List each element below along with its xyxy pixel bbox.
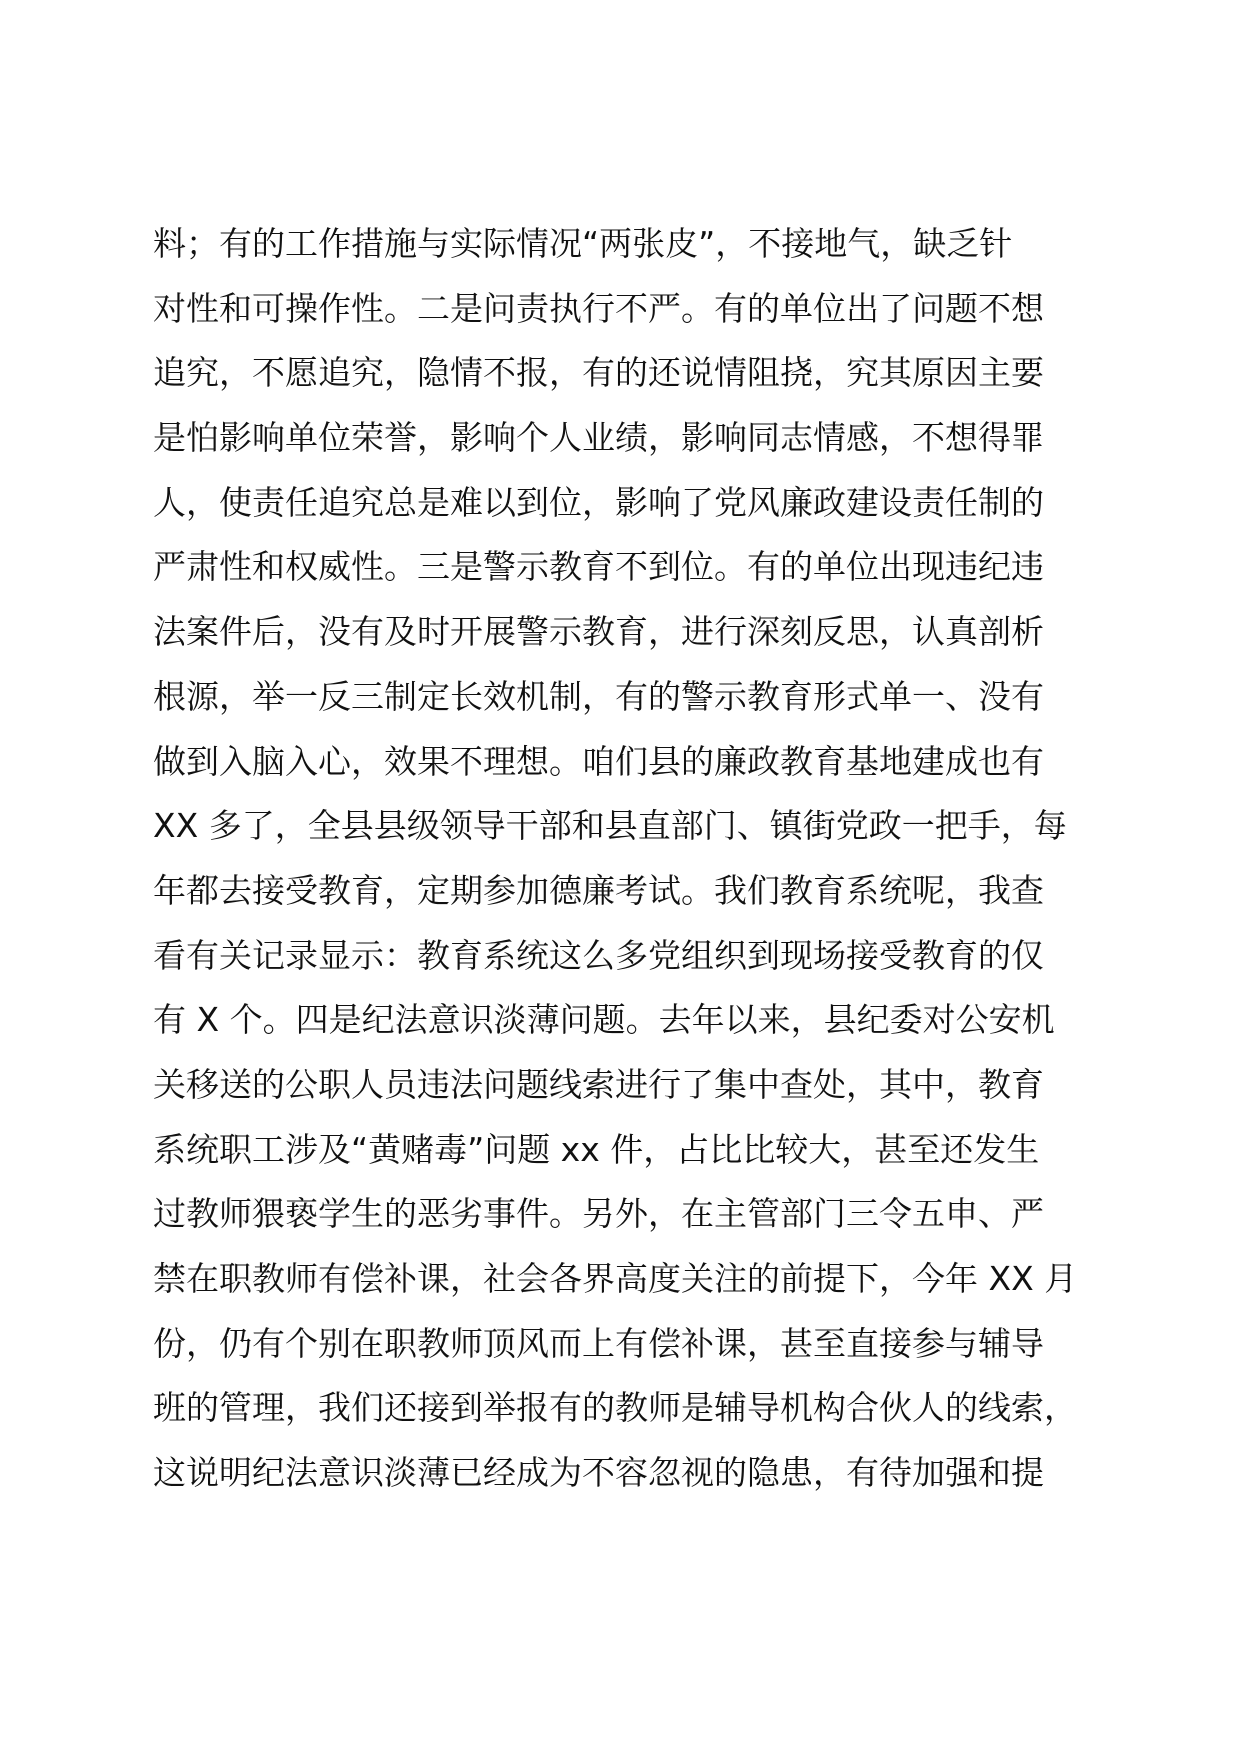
- text-line: 关移送的公职人员违法问题线索进行了集中查处，其中，教育: [153, 1064, 1044, 1104]
- text-line: 这说明纪法意识淡薄已经成为不容忽视的隐患，有待加强和提: [153, 1453, 1044, 1493]
- text-line: 根源，举一反三制定长效机制，有的警示教育形式单一、没有: [153, 676, 1044, 716]
- text-line: 班的管理，我们还接到举报有的教师是辅导机构合伙人的线索，: [153, 1388, 1077, 1428]
- text-line: 年都去接受教育，定期参加德廉考试。我们教育系统呢，我查: [153, 870, 1044, 910]
- text-line: 法案件后，没有及时开展警示教育，进行深刻反思，认真剖析: [153, 612, 1044, 652]
- text-line: 做到入脑入心，效果不理想。咱们县的廉政教育基地建成也有: [153, 741, 1044, 781]
- body-text: [153, 212, 1113, 1506]
- text-line: 严肃性和权威性。三是警示教育不到位。有的单位出现违纪违: [153, 547, 1044, 587]
- text-line: 份，仍有个别在职教师顶风而上有偿补课，甚至直接参与辅导: [153, 1323, 1044, 1363]
- text-line: 对性和可操作性。二是问责执行不严。有的单位出了问题不想: [153, 288, 1044, 328]
- text-line: 是怕影响单位荣誉，影响个人业绩，影响同志情感，不想得罪: [153, 418, 1044, 458]
- text-line: 过教师猥亵学生的恶劣事件。另外，在主管部门三令五申、严: [153, 1194, 1044, 1234]
- text-line: 料；有的工作措施与实际情况“两张皮”，不接地气，缺乏针: [153, 224, 1013, 263]
- text-line: 追究，不愿追究，隐情不报，有的还说情阻挠，究其原因主要: [153, 353, 1044, 393]
- text-line: 人，使责任追究总是难以到位，影响了党风廉政建设责任制的: [153, 482, 1044, 522]
- text-line: 系统职工涉及“黄赌毒”问题 xx 件，占比比较大，甚至还发生: [153, 1129, 1040, 1169]
- text-line: 禁在职教师有偿补课，社会各界高度关注的前提下，今年 XX 月: [153, 1259, 1078, 1298]
- text-line: 有 X 个。四是纪法意识淡薄问题。去年以来，县纪委对公安机: [153, 1000, 1055, 1040]
- text-line: XX 多了，全县县级领导干部和县直部门、镇街党政一把手，每: [153, 806, 1067, 846]
- text-line: 看有关记录显示：教育系统这么多党组织到现场接受教育的仅: [153, 935, 1044, 975]
